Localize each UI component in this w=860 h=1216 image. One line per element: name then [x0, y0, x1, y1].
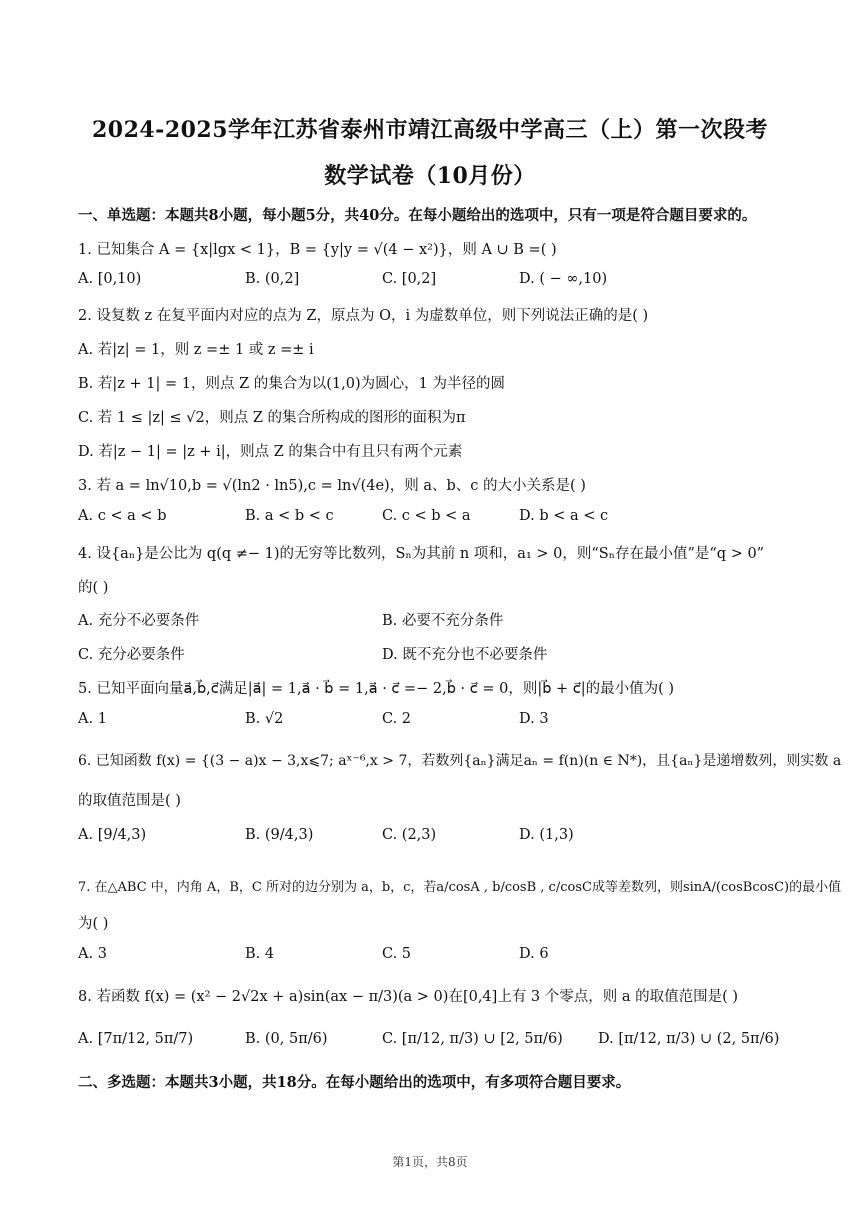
- page-footer: 第1页，共8页: [392, 1155, 468, 1169]
- question-4-option-b: B. 必要不充分条件: [382, 613, 504, 629]
- question-4-option-a: A. 充分不必要条件: [78, 613, 200, 629]
- question-1-stem: 1. 已知集合 A = {x|lgx < 1}，B = {y|y = √(4 − x²)}，则 A ∪ B =( ): [78, 242, 557, 258]
- question-6-stem-cont: 的取值范围是( ): [78, 793, 181, 809]
- question-1-option-c: C. [0,2]: [382, 271, 437, 287]
- question-2-option-a: A. 若|z| = 1，则 z =± 1 或 z =± i: [78, 342, 314, 358]
- question-2-stem: 2. 设复数 z 在复平面内对应的点为 Z，原点为 O，i 为虚数单位，则下列说法正确的是( ): [78, 308, 649, 324]
- question-8-option-c: C. [π/12, π/3) ∪ [2, 5π/6): [382, 1031, 563, 1047]
- question-5-option-a: A. 1: [78, 711, 107, 727]
- question-7-option-a: A. 3: [78, 946, 107, 962]
- question-6-option-c: C. (2,3): [382, 827, 437, 843]
- question-4-option-c: C. 充分必要条件: [78, 647, 185, 663]
- question-1-option-b: B. (0,2]: [245, 271, 300, 287]
- question-3-stem: 3. 若 a = ln√10,b = √(ln2 · ln5),c = ln√(4e)，则 a、b、c 的大小关系是( ): [78, 478, 586, 494]
- question-7-option-c: C. 5: [382, 946, 412, 962]
- question-2-option-d: D. 若|z − 1| = |z + i|，则点 Z 的集合中有且只有两个元素: [78, 444, 463, 460]
- section-multiple-choice-header: 二、多选题：本题共3小题，共18分。在每小题给出的选项中，有多项符合题目要求。: [78, 1074, 631, 1091]
- question-4-option-d: D. 既不充分也不必要条件: [382, 647, 548, 663]
- question-7-stem: 7. 在△ABC 中，内角 A，B，C 所对的边分别为 a，b，c，若a/cosA , b/cosB , c/cosC成等差数列，则sinA/(cosBcosC)的最小值: [78, 880, 842, 895]
- question-3-option-b: B. a < b < c: [245, 508, 334, 524]
- question-2-option-b: B. 若|z + 1| = 1，则点 Z 的集合为以(1,0)为圆心，1 为半径的圆: [78, 376, 505, 392]
- question-8-option-d: D. [π/12, π/3) ∪ (2, 5π/6): [598, 1031, 780, 1047]
- question-5-option-d: D. 3: [519, 711, 549, 727]
- section-single-choice-header: 一、单选题：本题共8小题，每小题5分，共40分。在每小题给出的选项中，只有一项是符合题目要求的。: [78, 207, 757, 224]
- question-6-stem: 6. 已知函数 f(x) = {(3 − a)x − 3,x⩽7; aˣ⁻⁶,x > 7，若数列{aₙ}满足aₙ = f(n)(n ∈ N*)，且{aₙ}是递增数列，则实数 a: [78, 753, 842, 769]
- question-6-option-d: D. (1,3): [519, 827, 574, 843]
- question-3-option-c: C. c < b < a: [382, 508, 471, 524]
- question-6-option-a: A. [9/4,3): [78, 827, 147, 843]
- exam-title-line2: 数学试卷（10月份）: [324, 163, 536, 189]
- question-2-option-c: C. 若 1 ≤ |z| ≤ √2，则点 Z 的集合所构成的图形的面积为π: [78, 410, 466, 426]
- question-5-option-c: C. 2: [382, 711, 412, 727]
- question-1-option-d: D. ( − ∞,10): [519, 271, 608, 287]
- exam-title-line1: 2024-2025学年江苏省泰州市靖江高级中学高三（上）第一次段考: [91, 117, 769, 143]
- question-6-option-b: B. (9/4,3): [245, 827, 314, 843]
- question-5-option-b: B. √2: [245, 711, 284, 727]
- question-1-option-a: A. [0,10): [78, 271, 142, 287]
- question-5-stem: 5. 已知平面向量a⃗,b⃗,c⃗满足|a⃗| = 1,a⃗ · b⃗ = 1,a⃗ · c⃗ =− 2,b⃗ · c⃗ = 0，则|b⃗ + c⃗|的最小值为( ): [78, 681, 675, 697]
- question-8-stem: 8. 若函数 f(x) = (x² − 2√2x + a)sin(ax − π/3)(a > 0)在[0,4]上有 3 个零点，则 a 的取值范围是( ): [78, 989, 739, 1005]
- question-3-option-a: A. c < a < b: [78, 508, 167, 524]
- question-7-option-d: D. 6: [519, 946, 549, 962]
- question-4-stem: 4. 设{aₙ}是公比为 q(q ≠− 1)的无穷等比数列，Sₙ为其前 n 项和，a₁ > 0，则“Sₙ存在最小值”是“q > 0”: [78, 546, 765, 562]
- question-4-stem-cont: 的( ): [78, 580, 109, 596]
- question-7-option-b: B. 4: [245, 946, 275, 962]
- question-3-option-d: D. b < a < c: [519, 508, 609, 524]
- question-7-stem-cont: 为( ): [78, 916, 109, 932]
- question-8-option-b: B. (0, 5π/6): [245, 1031, 328, 1047]
- question-8-option-a: A. [7π/12, 5π/7): [78, 1031, 194, 1047]
